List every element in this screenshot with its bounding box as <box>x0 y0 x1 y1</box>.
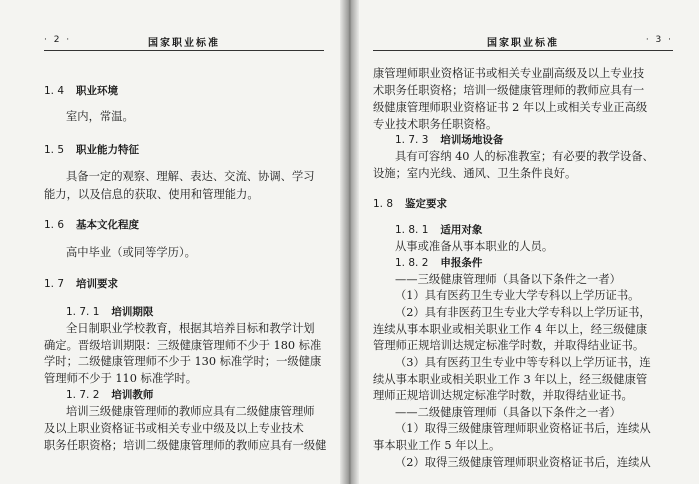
body-text: 学时；二级健康管理师不少于 130 标准学时；一级健康 <box>44 355 322 368</box>
body-text: 事本职业工作 5 年以上。 <box>373 439 501 452</box>
section-heading: 1. 5 职业能力特征 <box>44 144 140 156</box>
subsection-heading: 1. 7. 3 培训场地设备 <box>395 134 504 146</box>
body-text: 及以上职业资格证书或相关专业中级及以上专业技术 <box>44 422 304 435</box>
right-header-title: 国家职业标准 <box>487 38 559 49</box>
book-spine-gutter <box>340 0 359 484</box>
right-running-header <box>373 34 673 51</box>
body-text: 专业技术职务任职资格。 <box>373 118 498 131</box>
body-text: 高中毕业（或同等学历）。 <box>66 246 196 259</box>
body-text: （2）取得三级健康管理师职业资格证书后，连续从 <box>395 456 651 469</box>
left-running-header <box>44 34 324 51</box>
body-text: 续从事本职业或相关职业工作 3 年以上，经三级健康管 <box>373 373 648 386</box>
body-text: 具有可容纳 40 人的标准教室；有必要的教学设备、 <box>395 150 654 163</box>
section-heading: 1. 8 鉴定要求 <box>373 198 448 210</box>
body-text: ——三级健康管理师（具备以下条件之一者） <box>395 273 621 286</box>
body-text: 康管理师职业资格证书或相关专业副高级及以上专业技 <box>373 67 645 80</box>
body-text: 理师正规培训达规定标准学时数，并取得结业证书。 <box>373 389 633 402</box>
body-text: （2）具有非医药卫生专业大学专科以上学历证书， <box>395 306 651 319</box>
subsection-heading: 1. 8. 2 申报条件 <box>395 257 483 269</box>
body-text: 术职务任职资格；培训一级健康管理师的教师应具有一 <box>373 84 645 97</box>
body-text: 确定。晋级培训期限：三级健康管理师不少于 180 标准 <box>44 339 322 352</box>
subsection-heading: 1. 7. 1 培训期限 <box>66 306 154 318</box>
body-text: 设施；室内光线、通风、卫生条件良好。 <box>373 167 577 180</box>
right-page-number: · 3 · <box>645 35 673 45</box>
body-text: 管理师正规培训达规定标准学时数，并取得结业证书。 <box>373 339 645 352</box>
body-text: 连续从事本职业或相关职业工作 4 年以上，经三级健康 <box>373 323 648 336</box>
body-text: 培训三级健康管理师的教师应具有二级健康管理师 <box>66 405 315 418</box>
body-text: 具备一定的观察、理解、表达、交流、协调、学习 <box>66 170 315 183</box>
left-header-title: 国家职业标准 <box>148 38 220 49</box>
body-text: 室内，常温。 <box>66 110 134 123</box>
body-text: （3）具有医药卫生专业中等专科以上学历证书，连 <box>395 356 651 369</box>
body-text: 级健康管理师职业资格证书 2 年以上或相关专业正高级 <box>373 101 648 114</box>
body-text: 管理师不少于 110 标准学时。 <box>44 372 198 385</box>
body-text: 从事或准备从事本职业的人员。 <box>395 240 554 253</box>
left-page <box>0 0 348 484</box>
body-text: （1）具有医药卫生专业大学专科以上学历证书。 <box>395 289 640 302</box>
body-text: ——二级健康管理师（具备以下条件之一者） <box>395 406 621 419</box>
section-heading: 1. 7 培训要求 <box>44 278 119 290</box>
body-text: 职务任职资格；培训二级健康管理师的教师应具有一级健 <box>44 439 327 452</box>
body-text: （1）取得三级健康管理师职业资格证书后，连续从 <box>395 422 651 435</box>
body-text: 全日制职业学校教育，根据其培养目标和教学计划 <box>66 322 315 335</box>
left-page-number: · 2 · <box>44 35 72 45</box>
subsection-heading: 1. 7. 2 培训教师 <box>66 389 154 401</box>
right-page <box>351 0 699 484</box>
section-heading: 1. 6 基本文化程度 <box>44 219 140 231</box>
subsection-heading: 1. 8. 1 适用对象 <box>395 224 483 236</box>
section-heading: 1. 4 职业环境 <box>44 85 119 97</box>
body-text: 能力，以及信息的获取、使用和管理能力。 <box>44 188 259 201</box>
